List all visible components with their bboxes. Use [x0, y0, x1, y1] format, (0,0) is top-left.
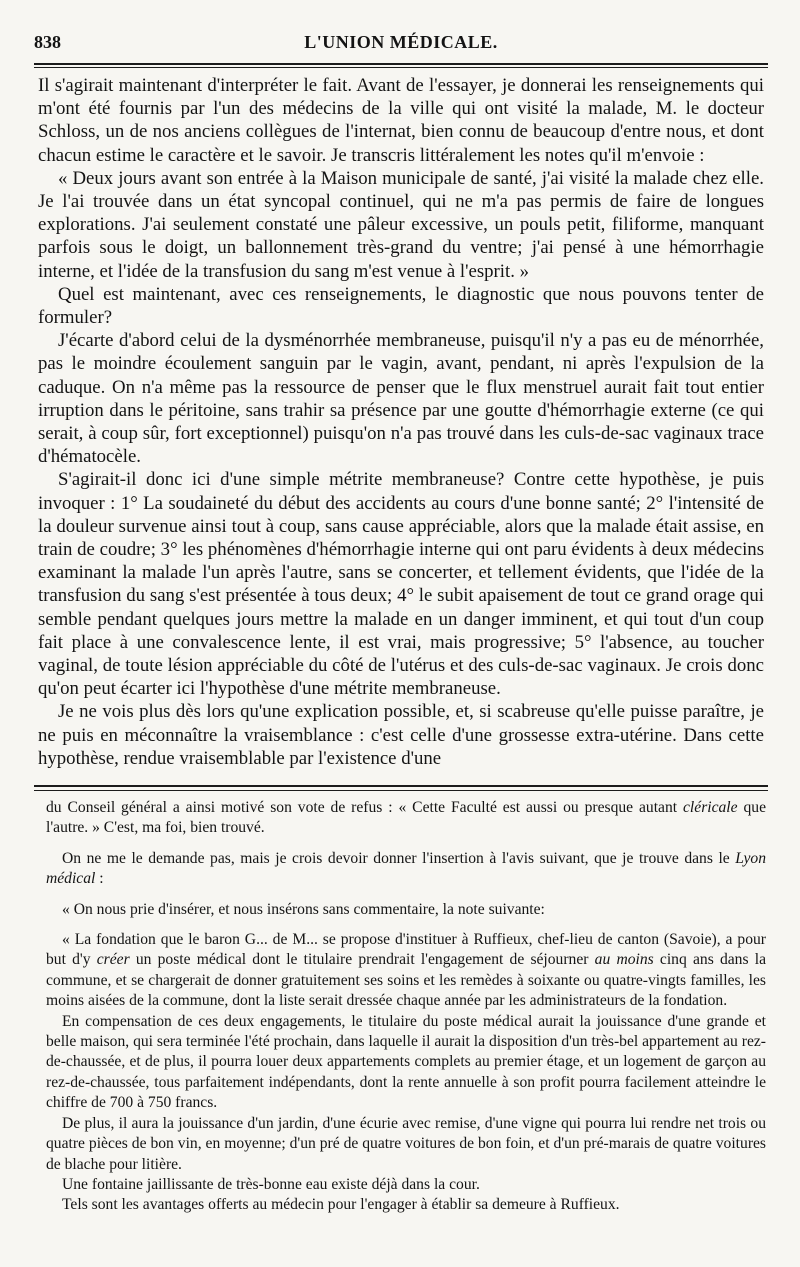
text-run: : — [95, 870, 104, 888]
text-run: que l'autre. » C'est, ma foi, bien trouvé. — [46, 799, 766, 837]
feuilleton-paragraph — [46, 798, 766, 839]
article-paragraph: Quel est maintenant, avec ces renseignements, le diagnostic que nous pouvons tenter de formuler? — [38, 283, 764, 329]
article-paragraph: Je ne vois plus dès lors qu'une explication possible, et, si scabreuse qu'elle puisse paraître, je ne puis en méconnaître la vraisemblance : c'est celle d'une grossesse extra-utérine. Dans cette hypothèse, rendue vraisemblable par l'existence d'une — [38, 701, 764, 769]
feuilleton-paragraph: En compensation de ces deux engagements, le titulaire du poste médical aurait la jouissance d'une grande et belle maison, qui sera terminée l'été prochain, dans laquelle il aurait la disposition d'un très-bel appartement au rez-de-chaussée, et de plus, il pourra louer deux appartements complets au premier étage, et un logement de garçon au rez-de-chaussée, tous parfaitement indépendants, dont la rente annuelle à son profit pourra facilement atteindre le chiffre de 700 à 750 francs. — [46, 1012, 766, 1112]
feuilleton-separator — [34, 785, 768, 787]
text-run: On ne me le demande pas, mais je crois devoir donner l'insertion à l'avis suivant, que je trouve dans le — [62, 849, 736, 867]
italic-run: créer — [96, 951, 130, 969]
italic-run: cléricale — [683, 799, 738, 816]
italic-run: Lyon médical — [46, 849, 766, 888]
feuilleton-paragraph: De plus, il aura la jouissance d'un jardin, d'une écurie avec remise, d'une vigne qui pourra lui rendre net trois ou quatre pièces de bon vin, en moyenne; d'un pré de quatre voitures de bon foin, et d'un pré-marais de quatre voitures de blache pour litière. — [46, 1114, 766, 1173]
feuilleton-paragraph: Une fontaine jaillissante de très-bonne eau existe déjà dans la cour. — [62, 1175, 480, 1193]
page-number: 838 — [34, 32, 61, 52]
journal-title: L'UNION MÉDICALE. — [304, 32, 498, 52]
italic-run: au moins — [594, 951, 654, 969]
header-rule-thin — [34, 67, 768, 68]
page-header — [34, 32, 768, 58]
article-paragraph: S'agirait-il donc ici d'une simple métrite membraneuse? Contre cette hypothèse, je puis invoquer : 1° La soudaineté du début des accidents au cours d'une bonne santé; 2° l'intensité de la douleur survenue ainsi tout à coup, sans cause appréciable, alors que la malade était assise, en train de coudre; 3° les phénomènes d'hémorrhagie interne qui ont paru évidents à deux médecins examinant la malade l'un après l'autre, sans se concerter, et tellement évidents, que l'idée de la transfusion du sang s'est présentée à tous deux; 4° le subit apaisement de tout ce grand orage qui semble pendant quelques jours mettre la malade en un danger imminent, et qui tout d'un coup fait place à une convalescence lente, il est vrai, mais progressive; 5° l'absence, au toucher vaginal, de toute lésion appréciable du côté de l'utérus et des culs-de-sac vaginaux. Je crois donc qu'on peut écarter ici l'hypothèse d'une métrite membraneuse. — [38, 469, 764, 700]
feuilleton-paragraph: « On nous prie d'insérer, et nous insérons sans commentaire, la note suivante: — [62, 900, 545, 918]
feuilleton-paragraph: Tels sont les avantages offerts au médecin pour l'engager à établir sa demeure à Ruffieux. — [62, 1196, 620, 1214]
article-paragraph: J'écarte d'abord celui de la dysménorrhée membraneuse, puisqu'il n'y a pas eu de ménorrhée, pas le moindre écoulement sanguin par le vagin, avant, pendant, ni après l'expulsion de la caduque. On n'a même pas la ressource de penser que le flux menstruel aurait fait tout entier irruption dans le péritoine, sans trahir sa présence par une goutte d'hémorrhagie externe (ce qui serait, à coup sûr, fort exceptionnel) puisqu'on n'a pas trouvé dans les culs-de-sac vaginaux trace d'hématocèle. — [38, 330, 764, 468]
text-run: « La fondation que le baron G... de M... se propose d'instituer à Ruffieux, chef-lieu de canton (Savoie), a pour but d'y — [46, 931, 766, 969]
feuilleton-separator-thin — [34, 790, 768, 791]
article-paragraph: Il s'agirait maintenant d'interpréter le fait. Avant de l'essayer, je donnerai les renseignements qui m'ont été fournis par l'un des médecins de la ville qui ont visité la malade, M. le docteur Schloss, un de nos anciens collègues de l'internat, bien connu de beaucoup d'entre nous, et dont chacun estime le caractère et le savoir. Je transcris littéralement les notes qu'il m'envoie : — [38, 75, 764, 166]
article-quote: « Deux jours avant son entrée à la Maison municipale de santé, j'ai visité la malade chez elle. Je l'ai trouvée dans un état syncopal continuel, qui ne m'a pas permis de faire de longues explorations. J'ai seulement constaté une pâleur excessive, un pouls petit, filiforme, manquant parfois sous le doigt, un ballonnement très-grand du ventre; j'ai pensé à une hémorrhagie interne, et l'idée de la transfusion du sang m'est venue à l'esprit. » — [38, 167, 764, 282]
text-run: du Conseil général a ainsi motivé son vote de refus : « Cette Faculté est aussi ou presque autant — [46, 799, 684, 816]
text-run: un poste médical dont le titulaire prendrait l'engagement de séjourner — [129, 951, 595, 969]
feuilleton-paragraph — [46, 849, 766, 890]
header-rule — [34, 63, 768, 65]
feuilleton-paragraph — [46, 930, 766, 1012]
text-run: cinq ans dans la commune, et se chargerait de donner gratuitement ses soins et les remèdes à soixante ou quatre-vingts familles, les moins aisées de la commune, dont la liste serait dressée chaque année par les administrateurs de la fondation. — [46, 951, 766, 1010]
main-article — [38, 74, 764, 780]
feuilleton-section — [46, 798, 766, 1238]
